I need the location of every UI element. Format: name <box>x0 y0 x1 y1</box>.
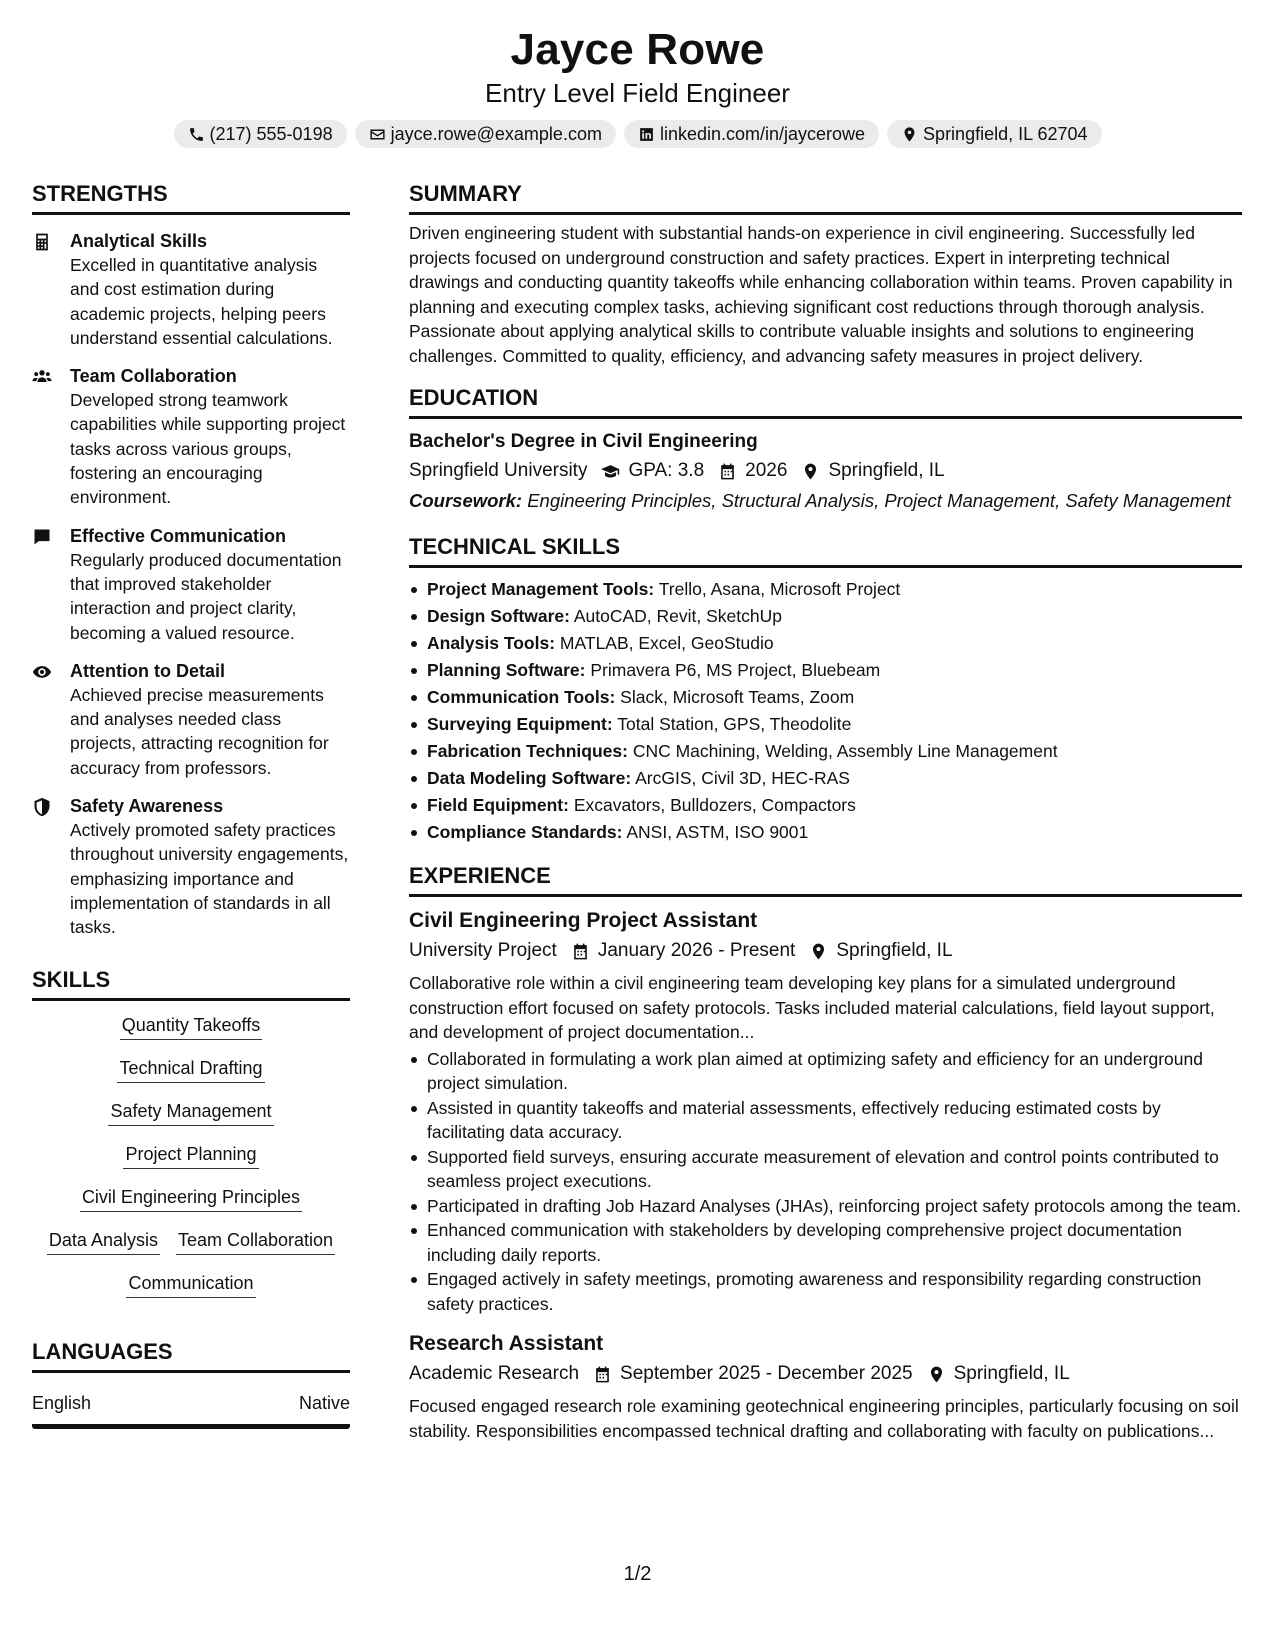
job-meta <box>409 937 1242 965</box>
education-meta <box>409 457 1242 485</box>
job-dates: January 2026 - Present <box>597 940 796 961</box>
right-column <box>409 180 1242 1443</box>
job-title: Research Assistant <box>409 1332 604 1355</box>
list-item: Engaged actively in safety meetings, promoting awareness and responsibility regarding construction safety practices. <box>409 1267 1242 1316</box>
list-item: Compliance Standards: ANSI, ASTM, ISO 9001 <box>409 819 1242 846</box>
skill-tag: Communication <box>126 1271 255 1298</box>
skill-tag: Data Analysis <box>47 1228 160 1255</box>
school-location: Springfield, IL <box>828 460 945 481</box>
list-item: Participated in drafting Job Hazard Analyses (JHAs), reinforcing project safety protocols among the team. <box>409 1194 1242 1219</box>
graduation-year: 2026 <box>745 460 788 481</box>
languages-heading: LANGUAGES <box>32 1338 350 1373</box>
job-description: Focused engaged research role examining geotechnical engineering principles, particularly focusing on soil stability. Responsibilities encompassed technical drafting and collaborating with faculty on publications... <box>409 1396 1239 1441</box>
map-pin-icon <box>927 1365 946 1384</box>
email-text: jayce.rowe@example.com <box>390 124 602 144</box>
strength-desc: Excelled in quantitative analysis and cost estimation during academic projects, helping peers understand essential calculations. <box>70 255 333 348</box>
location-text: Springfield, IL 62704 <box>923 124 1088 144</box>
technical-skills-heading: TECHNICAL SKILLS <box>409 533 1242 568</box>
list-item: Assisted in quantity takeoffs and material assessments, effectively reducing estimated costs by facilitating data accuracy. <box>409 1096 1242 1145</box>
comment-icon <box>32 527 52 547</box>
skill-tag: Technical Drafting <box>117 1056 264 1083</box>
strength-desc: Developed strong teamwork capabilities while supporting project tasks across various groups, fostering an encouraging environment. <box>70 390 346 508</box>
coursework-label: Coursework: <box>409 490 523 511</box>
map-pin-icon <box>809 942 828 961</box>
strength-desc: Achieved precise measurements and analyses needed class projects, attracting recognition for accuracy from professors. <box>70 684 329 778</box>
location-contact <box>887 120 1101 148</box>
summary-heading: SUMMARY <box>409 180 1242 215</box>
summary-text: Driven engineering student with substantial hands-on experience in civil engineering. Successfully led projects focused on underground construction and safety practices. Expert in interpreting technical drawings and conducting quantity takeoffs while enhancing collaboration within teams. Proven capability in planning and executing complex tasks, achieving significant cost reductions through thorough analysis. Passionate about applying analytical skills to contribute valuable insights and solutions to engineering challenges. Committed to quality, efficiency, and advancing safety measures in project delivery. <box>409 223 1233 366</box>
job-dates: September 2025 - December 2025 <box>620 1363 913 1384</box>
experience-heading: EXPERIENCE <box>409 862 1242 897</box>
phone-contact[interactable] <box>174 120 347 148</box>
list-item: Surveying Equipment: Total Station, GPS, Theodolite <box>409 711 1242 738</box>
school-name: Springfield University <box>409 460 588 481</box>
coursework <box>409 489 1242 513</box>
left-column <box>32 180 350 1429</box>
map-pin-icon <box>901 126 918 143</box>
map-pin-icon <box>801 462 820 481</box>
calculator-icon <box>32 232 52 252</box>
strength-item <box>32 524 350 645</box>
job-description: Collaborative role within a civil engineering team developing key plans for a simulated underground construction effort focused on safety protocols. Tasks included material calculations, field layout support, and development of project documentation... <box>409 973 1215 1042</box>
education-heading: EDUCATION <box>409 384 1242 419</box>
language-name: English <box>32 1392 92 1413</box>
list-item: Design Software: AutoCAD, Revit, SketchUp <box>409 603 1242 630</box>
job-bullets <box>409 1047 1242 1317</box>
phone-icon <box>188 126 205 143</box>
candidate-name: Jayce Rowe <box>510 25 765 74</box>
calendar-icon <box>571 942 590 961</box>
list-item: Project Management Tools: Trello, Asana, Microsoft Project <box>409 576 1242 603</box>
list-item: Fabrication Techniques: CNC Machining, Welding, Assembly Line Management <box>409 738 1242 765</box>
strength-item <box>32 229 350 350</box>
skill-tag: Team Collaboration <box>176 1228 335 1255</box>
strengths-heading: STRENGTHS <box>32 180 350 215</box>
skills-list <box>32 1013 350 1298</box>
job-org: Academic Research <box>409 1363 580 1384</box>
strength-title: Analytical Skills <box>70 231 208 251</box>
resume-header <box>0 24 1275 148</box>
list-item: Communication Tools: Slack, Microsoft Teams, Zoom <box>409 684 1242 711</box>
candidate-title: Entry Level Field Engineer <box>485 78 790 108</box>
list-item: Field Equipment: Excavators, Bulldozers, Compactors <box>409 792 1242 819</box>
graduation-cap-icon <box>601 462 620 481</box>
skill-tag: Project Planning <box>123 1142 258 1169</box>
users-icon <box>32 367 52 387</box>
job-meta <box>409 1360 1242 1388</box>
linkedin-icon <box>638 126 655 143</box>
linkedin-contact[interactable] <box>624 120 879 148</box>
strength-item <box>32 659 350 780</box>
email-contact[interactable] <box>355 120 616 148</box>
envelope-icon <box>369 126 386 143</box>
technical-skills-list <box>409 576 1242 846</box>
calendar-icon <box>593 1365 612 1384</box>
language-row <box>32 1391 350 1429</box>
contact-bar <box>0 120 1275 148</box>
list-item: Collaborated in formulating a work plan aimed at optimizing safety and efficiency for an underground project simulation. <box>409 1047 1242 1096</box>
list-item: Supported field surveys, ensuring accurate measurement of elevation and control points contributed to seamless project executions. <box>409 1145 1242 1194</box>
job-location: Springfield, IL <box>836 940 953 961</box>
coursework-text: Engineering Principles, Structural Analysis, Project Management, Safety Management <box>527 490 1231 511</box>
strength-title: Safety Awareness <box>70 796 224 817</box>
language-level: Native <box>298 1392 350 1413</box>
strength-desc: Regularly produced documentation that improved stakeholder interaction and project clarity, becoming a valued resource. <box>70 549 342 643</box>
list-item: Planning Software: Primavera P6, MS Project, Bluebeam <box>409 657 1242 684</box>
page-number: 1/2 <box>623 1563 652 1585</box>
eye-icon <box>32 662 52 682</box>
list-item: Data Modeling Software: ArcGIS, Civil 3D, HEC-RAS <box>409 765 1242 792</box>
linkedin-text: linkedin.com/in/jaycerowe <box>659 124 866 144</box>
skill-tag: Civil Engineering Principles <box>80 1185 302 1212</box>
strength-item <box>32 794 350 939</box>
degree-title: Bachelor's Degree in Civil Engineering <box>409 431 758 452</box>
strength-title: Team Collaboration <box>70 366 237 387</box>
shield-icon <box>32 797 52 817</box>
phone-text: (217) 555-0198 <box>209 124 333 144</box>
calendar-icon <box>718 462 737 481</box>
strength-item <box>32 364 350 509</box>
skill-tag: Safety Management <box>108 1099 273 1126</box>
job-title: Civil Engineering Project Assistant <box>409 909 758 932</box>
job-org: University Project <box>409 940 557 961</box>
gpa-text: GPA: 3.8 <box>628 460 705 481</box>
list-item: Analysis Tools: MATLAB, Excel, GeoStudio <box>409 630 1242 657</box>
skills-heading: SKILLS <box>32 966 350 1001</box>
strength-title: Effective Communication <box>70 525 287 546</box>
strength-desc: Actively promoted safety practices throughout university engagements, emphasizing importance and implementation of standards in all tasks. <box>70 820 349 938</box>
strength-title: Attention to Detail <box>70 660 225 681</box>
job-location: Springfield, IL <box>953 1363 1070 1384</box>
skill-tag: Quantity Takeoffs <box>120 1013 262 1040</box>
list-item: Enhanced communication with stakeholders by developing comprehensive project documentation including daily reports. <box>409 1218 1242 1267</box>
